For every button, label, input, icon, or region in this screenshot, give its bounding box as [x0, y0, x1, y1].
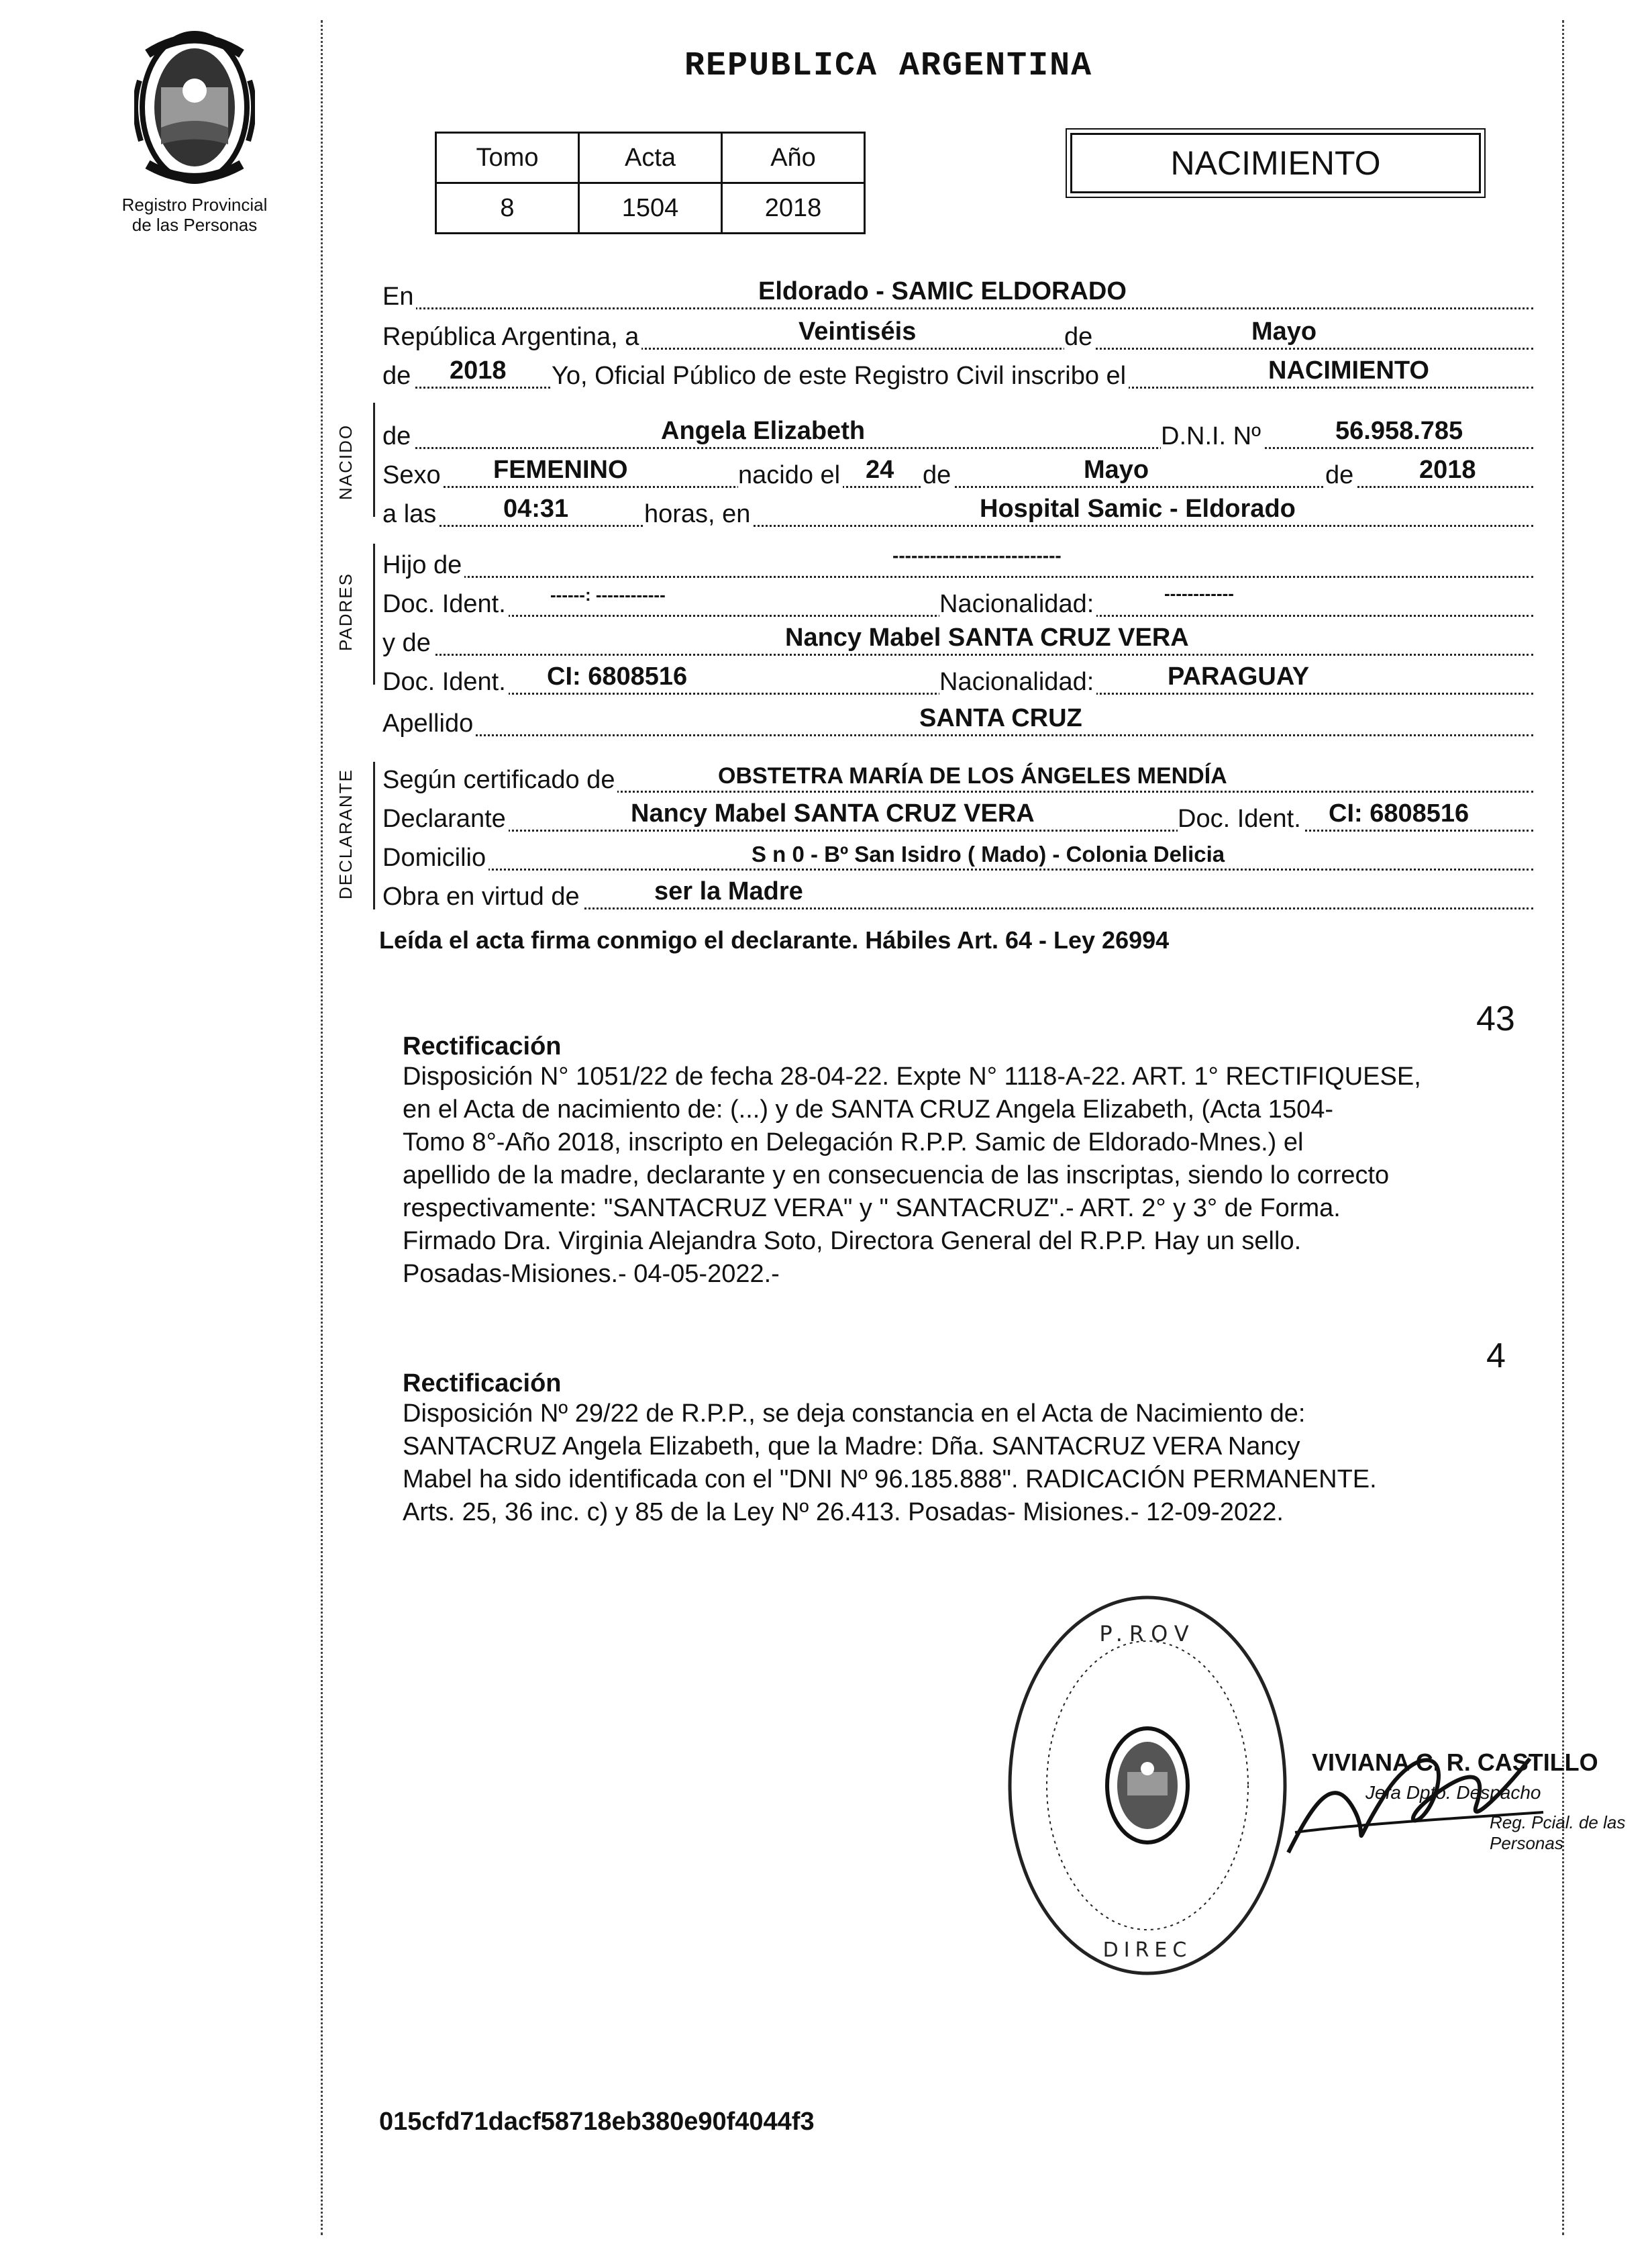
nac-dia-value: 24 [866, 456, 894, 484]
svg-text:P.ROV: P.ROV [1099, 1621, 1196, 1646]
docident1-label: Doc. Ident. [382, 590, 509, 619]
decl-doc-value: CI: 6808516 [1329, 799, 1469, 828]
apellido-value: SANTA CRUZ [919, 704, 1082, 732]
document-title: REPUBLICA ARGENTINA [684, 47, 1093, 85]
ref-header-tomo: Tomo [436, 133, 579, 183]
form-line-docident1 [382, 576, 1533, 617]
obra-value: ser la Madre [654, 877, 803, 905]
rectification-2-line: SANTACRUZ Angela Elizabeth, que la Madre: Dña. SANTACRUZ VERA Nancy [403, 1432, 1300, 1461]
obra-label: Obra en virtud de [382, 883, 582, 911]
decl-doc-label: Doc. Ident. [1178, 805, 1304, 834]
rectification-1-title: Rectificación [403, 1032, 562, 1061]
docident2-value: CI: 6808516 [547, 662, 688, 691]
nac2-label: Nacionalidad: [939, 668, 1096, 697]
form-line-republica [382, 309, 1533, 350]
signatory-name: VIVIANA C. R. CASTILLO [1312, 1748, 1598, 1776]
form-line-sexo [382, 447, 1533, 488]
dia-value: Veintiséis [798, 317, 917, 346]
hijo-value: --------------------------- [892, 545, 1062, 566]
hijo-label: Hijo de [382, 551, 464, 580]
ref-header-acta: Acta [579, 133, 722, 183]
rectification-2-line: Disposición Nº 29/22 de R.P.P., se deja constancia en el Acta de Nacimiento de: [403, 1399, 1306, 1428]
domicilio-value: S n 0 - Bº San Isidro ( Mado) - Colonia Delicia [752, 842, 1225, 867]
sexo-label: Sexo [382, 461, 444, 490]
rectification-1-line: respectivamente: "SANTACRUZ VERA" y " SANTACRUZ".- ART. 2° y 3° de Forma. [403, 1194, 1341, 1222]
ref-header-anio: Año [722, 133, 865, 183]
padres-section-label: PADRES [336, 573, 356, 651]
anio-value: 2018 [450, 356, 507, 385]
rectification-1-number: 43 [1476, 999, 1515, 1038]
horas-label: horas, en [644, 500, 753, 529]
rectification-2-title: Rectificación [403, 1369, 562, 1397]
rectification-1-line: Posadas-Misiones.- 04-05-2022.- [403, 1260, 780, 1288]
nacido-section-label: NACIDO [336, 424, 356, 500]
domicilio-label: Domicilio [382, 844, 488, 873]
registry-caption-line2: de las Personas [132, 215, 258, 235]
form-line-obra [382, 869, 1533, 909]
form-line-oficial [382, 348, 1533, 389]
reference-table-value-row [436, 183, 865, 234]
form-line-domicilio [382, 830, 1533, 871]
form-line-madre [382, 615, 1533, 656]
dni-value: 56.958.785 [1335, 417, 1463, 445]
svg-text:DIREC: DIREC [1102, 1938, 1192, 1962]
declarante-section-label: DECLARANTE [336, 769, 356, 899]
yde-label: y de [382, 629, 433, 658]
de-nombre-label: de [382, 422, 413, 451]
docident2-label: Doc. Ident. [382, 668, 509, 697]
rectification-1-line: Tomo 8°-Año 2018, inscripto en Delegación R.P.P. Samic de Eldorado-Mnes.) el [403, 1128, 1304, 1156]
alas-label: a las [382, 500, 439, 529]
form-line-nombre [382, 408, 1533, 449]
rectification-2-number: 4 [1486, 1336, 1506, 1375]
registry-caption-line1: Registro Provincial [121, 195, 268, 215]
signatory-title: Jefa Dpto. Despacho [1365, 1782, 1541, 1803]
en-value: Eldorado - SAMIC ELDORADO [758, 277, 1127, 305]
rectification-1-line: apellido de la madre, declarante y en consecuencia de las inscriptas, siendo lo correcto [403, 1161, 1390, 1189]
rectification-2-text [403, 1397, 1530, 1529]
nac-de1-label: de [923, 461, 953, 490]
sexo-value: FEMENINO [493, 456, 628, 484]
nac1-label: Nacionalidad: [939, 590, 1096, 619]
nac2-value: PARAGUAY [1168, 662, 1310, 691]
rectification-1-line: Firmado Dra. Virginia Alejandra Soto, Directora General del R.P.P. Hay un sello. [403, 1227, 1302, 1255]
de-label: de [1064, 323, 1095, 352]
form-line-en [382, 268, 1533, 309]
form-line-apellido [382, 695, 1533, 736]
rectification-1-line: Disposición N° 1051/22 de fecha 28-04-22. Expte N° 1118-A-22. ART. 1° RECTIFIQUESE, [403, 1063, 1421, 1091]
official-seal [1003, 1591, 1292, 1980]
document-hash: 015cfd71dacf58718eb380e90f4044f3 [379, 2108, 815, 2136]
rectification-2-line: Mabel ha sido identificada con el "DNI Nº 96.185.888". RADICACIÓN PERMANENTE. [403, 1465, 1377, 1493]
dni-label: D.N.I. Nº [1161, 422, 1264, 451]
declarante-section-bar [373, 762, 375, 909]
signatory-dept: Reg. Pcial. de las Personas [1490, 1812, 1626, 1853]
form-line-hora [382, 486, 1533, 527]
inscribo-value: NACIMIENTO [1268, 356, 1429, 385]
form-line-docident2 [382, 654, 1533, 695]
republica-label: República Argentina, a [382, 323, 641, 352]
reference-table-header-row [436, 133, 865, 183]
form-line-declarante [382, 791, 1533, 832]
left-margin-line [321, 20, 323, 2235]
en-label: En [382, 283, 416, 311]
nac1-value: ------------ [1164, 583, 1234, 603]
registry-caption [101, 195, 289, 235]
hora-value: 04:31 [503, 495, 569, 523]
right-margin-line [1562, 20, 1564, 2235]
rectification-1-text [403, 1061, 1530, 1291]
de2-label: de [382, 362, 413, 391]
apellido-label: Apellido [382, 709, 476, 738]
madre-value: Nancy Mabel SANTA CRUZ VERA [785, 624, 1189, 652]
nacido-section-bar [373, 403, 375, 517]
nac-mes-value: Mayo [1084, 456, 1149, 484]
declarante-label: Declarante [382, 805, 509, 834]
nac-de2-label: de [1325, 461, 1356, 490]
docident1-value: ------: ------------ [550, 585, 666, 605]
ref-value-acta: 1504 [579, 183, 722, 234]
mes-value: Mayo [1251, 317, 1317, 346]
certificado-label: Según certificado de [382, 766, 617, 795]
certificado-value: OBSTETRA MARÍA DE LOS ÁNGELES MENDÍA [718, 763, 1227, 789]
nacido-label: nacido el [738, 461, 843, 490]
rectification-1-line: en el Acta de nacimiento de: (...) y de SANTA CRUZ Angela Elizabeth, (Acta 1504- [403, 1095, 1333, 1124]
rectification-2-line: Arts. 25, 36 inc. c) y 85 de la Ley Nº 26.413. Posadas- Misiones.- 12-09-2022. [403, 1498, 1284, 1526]
legal-statement: Leída el acta firma conmigo el declarante. Hábiles Art. 64 - Ley 26994 [379, 926, 1170, 954]
nombre-value: Angela Elizabeth [661, 417, 866, 445]
form-line-hijo [382, 537, 1533, 578]
ref-value-tomo: 8 [436, 183, 579, 234]
nac-anio-value: 2018 [1419, 456, 1476, 484]
declarante-value: Nancy Mabel SANTA CRUZ VERA [631, 799, 1035, 828]
padres-section-bar [373, 544, 375, 685]
reference-table [435, 132, 866, 234]
form-line-certificado [382, 752, 1533, 793]
misiones-coat-of-arms-logo [134, 27, 255, 195]
record-type-box: NACIMIENTO [1070, 133, 1481, 193]
ref-value-anio: 2018 [722, 183, 865, 234]
lugar-value: Hospital Samic - Eldorado [980, 495, 1296, 523]
oficial-label: Yo, Oficial Público de este Registro Civil inscribo el [552, 362, 1129, 391]
